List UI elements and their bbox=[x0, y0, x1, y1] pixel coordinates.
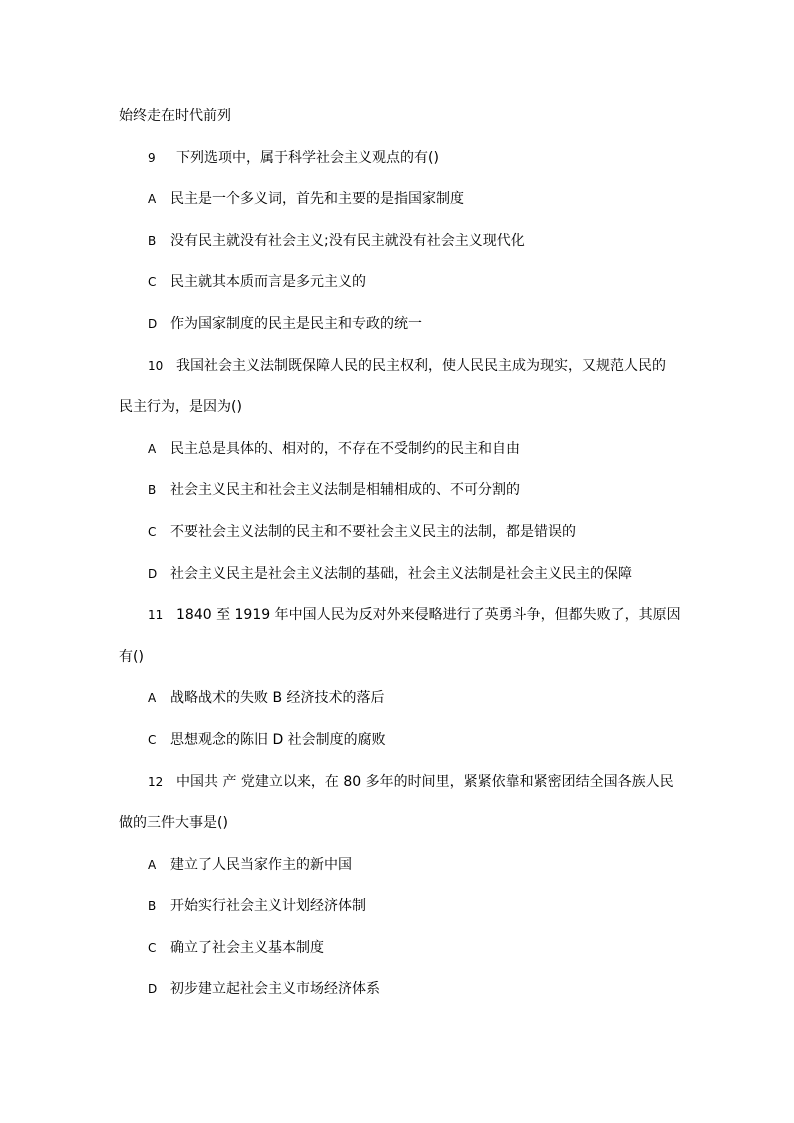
line-text: 有() bbox=[119, 648, 144, 665]
option-line bbox=[119, 554, 679, 596]
line-text: 作为国家制度的民主是民主和专政的统一 bbox=[170, 315, 422, 332]
option-label: C bbox=[148, 732, 157, 747]
line-text: 没有民主就没有社会主义;没有民主就没有社会主义现代化 bbox=[170, 232, 525, 249]
option-line bbox=[119, 304, 679, 346]
option-label: C bbox=[148, 524, 157, 539]
option-label: D bbox=[148, 316, 158, 331]
line-text: 建立了人民当家作主的新中国 bbox=[170, 856, 352, 873]
question-number: 12 bbox=[148, 774, 164, 789]
option-label: C bbox=[148, 275, 157, 290]
option-line bbox=[119, 221, 679, 263]
line-text: 不要社会主义法制的民主和不要社会主义民主的法制，都是错误的 bbox=[170, 523, 576, 540]
question-number: 10 bbox=[148, 358, 164, 373]
option-line bbox=[119, 720, 679, 762]
line-text: 做的三件大事是() bbox=[119, 815, 228, 832]
option-label: A bbox=[148, 441, 157, 456]
question-line bbox=[119, 762, 679, 804]
option-line bbox=[119, 886, 679, 928]
question-number: 11 bbox=[148, 608, 164, 623]
option-label: B bbox=[148, 233, 157, 248]
option-label: B bbox=[148, 483, 157, 498]
option-line bbox=[119, 179, 679, 221]
line-text: 民主行为，是因为() bbox=[119, 399, 242, 416]
option-line bbox=[119, 470, 679, 512]
line-text: 我国社会主义法制既保障人民的民主权利，使人民民主成为现实，又规范人民的 bbox=[176, 357, 666, 374]
line-text: 民主是一个多义词，首先和主要的是指国家制度 bbox=[170, 191, 464, 208]
option-label: A bbox=[148, 192, 157, 207]
question-line bbox=[119, 346, 679, 388]
option-line bbox=[119, 678, 679, 720]
line-text: 始终走在时代前列 bbox=[119, 108, 231, 124]
document-page bbox=[119, 96, 679, 1011]
line-text: 开始实行社会主义计划经济体制 bbox=[170, 898, 366, 915]
option-label: D bbox=[148, 566, 158, 581]
line-text: 确立了社会主义基本制度 bbox=[170, 939, 324, 956]
line-text: 下列选项中，属于科学社会主义观点的有() bbox=[176, 149, 439, 166]
text-line bbox=[119, 803, 679, 845]
text-line bbox=[119, 96, 679, 138]
text-line bbox=[119, 637, 679, 679]
text-line bbox=[119, 387, 679, 429]
question-line bbox=[119, 138, 679, 180]
option-line bbox=[119, 512, 679, 554]
option-label: C bbox=[148, 940, 157, 955]
line-text: 1840 至 1919 年中国人民为反对外来侵略进行了英勇斗争，但都失败了，其原因 bbox=[176, 607, 681, 624]
line-text: 民主就其本质而言是多元主义的 bbox=[170, 274, 366, 291]
question-number: 9 bbox=[148, 150, 156, 165]
option-label: B bbox=[148, 899, 157, 914]
line-text: 中国共 产 党建立以来，在 80 多年的时间里，紧紧依靠和紧密团结全国各族人民 bbox=[176, 773, 674, 790]
question-line bbox=[119, 595, 679, 637]
option-line bbox=[119, 429, 679, 471]
line-text: 初步建立起社会主义市场经济体系 bbox=[170, 981, 380, 998]
line-text: 思想观念的陈旧 D 社会制度的腐败 bbox=[170, 731, 386, 748]
option-label: A bbox=[148, 857, 157, 872]
line-text: 社会主义民主是社会主义法制的基础，社会主义法制是社会主义民主的保障 bbox=[170, 565, 632, 582]
option-label: D bbox=[148, 982, 158, 997]
option-line bbox=[119, 262, 679, 304]
line-text: 民主总是具体的、相对的，不存在不受制约的民主和自由 bbox=[170, 440, 520, 457]
option-label: A bbox=[148, 691, 157, 706]
line-text: 战略战术的失败 B 经济技术的落后 bbox=[170, 690, 385, 707]
option-line bbox=[119, 928, 679, 970]
line-text: 社会主义民主和社会主义法制是相辅相成的、不可分割的 bbox=[170, 482, 520, 499]
option-line bbox=[119, 845, 679, 887]
option-line bbox=[119, 969, 679, 1011]
